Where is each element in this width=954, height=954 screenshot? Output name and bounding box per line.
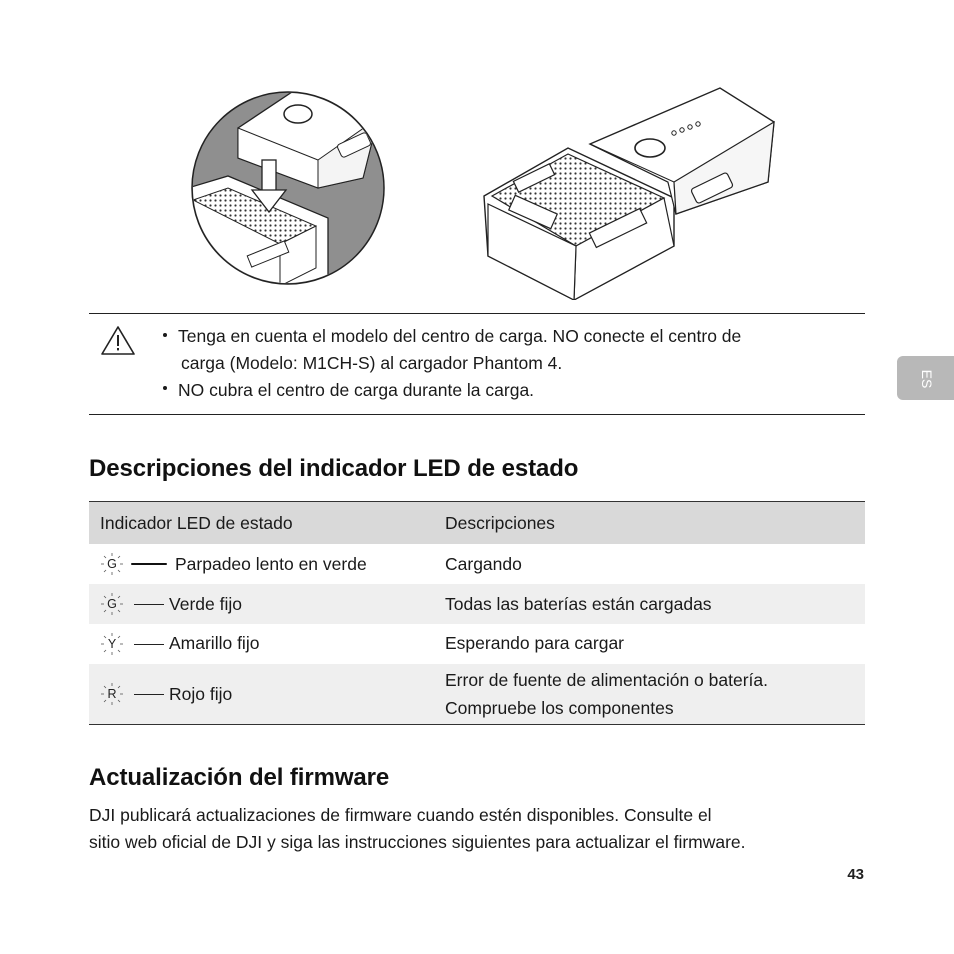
bullet-dot bbox=[163, 333, 167, 337]
led-indicator-text: Rojo fijo bbox=[169, 684, 233, 704]
caution-bottom-rule bbox=[89, 414, 865, 415]
led-letter: G bbox=[107, 557, 117, 571]
table-row bbox=[89, 584, 865, 624]
table-header-indicator: Indicador LED de estado bbox=[100, 513, 293, 533]
led-description-line-1: Error de fuente de alimentación o batería. bbox=[445, 670, 768, 690]
led-indicator-text: Parpadeo lento en verde bbox=[175, 554, 367, 574]
led-status-table bbox=[89, 501, 865, 725]
led-section-title: Descripciones del indicador LED de estado bbox=[89, 455, 579, 482]
solid-dash bbox=[134, 644, 164, 645]
led-indicator-text: Amarillo fijo bbox=[169, 633, 260, 653]
table-row bbox=[89, 544, 865, 584]
led-description-line-2: Compruebe los componentes bbox=[445, 698, 674, 718]
solid-dash bbox=[134, 694, 164, 695]
firmware-paragraph-line-1: DJI publicará actualizaciones de firmware cuando estén disponibles. Consulte el bbox=[89, 805, 712, 825]
table-header-row bbox=[89, 501, 865, 544]
led-description-text: Todas las baterías están cargadas bbox=[445, 594, 712, 614]
caution-bullet-2-line-1: NO cubra el centro de carga durante la carga. bbox=[178, 380, 535, 400]
battery-insertion-detail-icon bbox=[188, 88, 388, 288]
led-letter: R bbox=[107, 687, 117, 701]
caution-bullet-1-line-2: carga (Modelo: M1CH-S) al cargador Phantom 4. bbox=[181, 353, 563, 373]
table-row bbox=[89, 624, 865, 664]
table-row bbox=[89, 664, 865, 725]
caution-bullet-1-line-1: Tenga en cuenta el modelo del centro de carga. NO conecte el centro de bbox=[178, 326, 742, 346]
slow-blink-dash bbox=[131, 563, 167, 565]
language-tab-label: ES bbox=[919, 369, 935, 389]
led-letter: Y bbox=[107, 637, 117, 651]
caution-top-rule bbox=[89, 313, 865, 314]
solid-dash bbox=[134, 604, 164, 605]
warning-triangle-icon bbox=[100, 324, 136, 356]
charging-hub-with-battery-icon bbox=[478, 86, 778, 300]
led-description-text: Cargando bbox=[445, 554, 522, 574]
led-description-text: Esperando para cargar bbox=[445, 633, 624, 653]
led-indicator-text: Verde fijo bbox=[169, 594, 242, 614]
led-letter: G bbox=[107, 597, 117, 611]
firmware-section-title: Actualización del firmware bbox=[89, 764, 390, 791]
page-number: 43 bbox=[847, 866, 864, 883]
firmware-paragraph-line-2: sitio web oficial de DJI y siga las instrucciones siguientes para actualizar el firmware. bbox=[89, 832, 746, 852]
table-header-descriptions: Descripciones bbox=[445, 513, 555, 533]
bullet-dot bbox=[163, 386, 167, 390]
